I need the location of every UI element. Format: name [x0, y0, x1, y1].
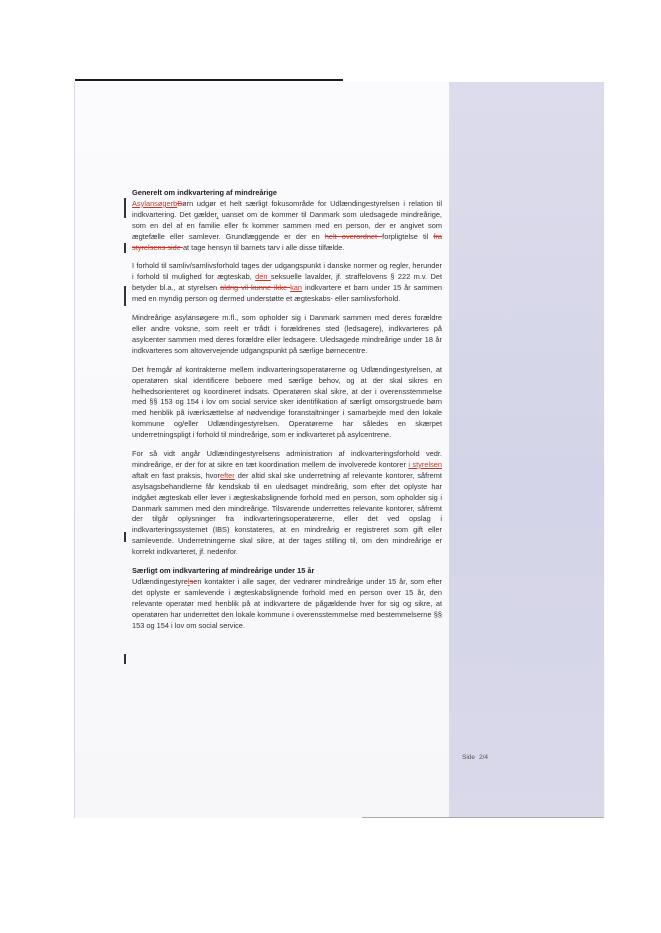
- text-run: forpligtelse til: [382, 231, 434, 241]
- paragraph: [132, 449, 442, 558]
- footer-rule: [362, 817, 604, 818]
- tracked-deletion: fra styrelsens side: [132, 231, 442, 252]
- text-run: indkvartere et barn under 15 år sammen med en myndig person og dermed understøtte et ægteskabs- eller samlivsforhold.: [132, 283, 442, 304]
- page-label: Side: [462, 754, 476, 761]
- tracked-insertion: Asylansøgerb: [132, 198, 178, 208]
- page-number: [462, 754, 492, 761]
- tracked-deletion: s: [189, 577, 194, 586]
- text-run: at tage hensyn til barnets tarv i alle disse tilfælde.: [182, 242, 345, 252]
- change-bar: [124, 243, 126, 253]
- tracked-deletion: ikke: [274, 283, 291, 293]
- tracked-insertion: l: [187, 577, 190, 586]
- section-heading: Generelt om indkvartering af mindreårige: [132, 188, 277, 197]
- text-run: For så vidt angår Udlændingestyrelsens administration af indkvarteringsforhold vedr. mindreårige, er der for at sikre en tæt koordination mellem de involverede kontorer: [132, 449, 442, 469]
- change-bar: [124, 286, 126, 306]
- text-run: en kontakter i alle sager, der vedrører mindreårige under 15 år, som efter det oplyste er samlevende i ægteskabslignende forhold med en person over 15 år, den relevante operatør med henblik på at indkvartere de pågældende hver for sig og sikre, at operatøren har underrettet den lokale kommune i overensstemmelse med bestemmelserne §§ 153 og 154 i lov om social service.: [132, 577, 442, 630]
- text-run: der altid skal ske underretning af relevante kontorer, såfremt asylsagsbehandlerne får kendskab til en uledsaget mindreårig, som efter det oplyste har indgået ægteskab eller lever i ægteskabslignende forhold med en person, som opholder sig i Danmark sammen med den mindreårige. Tilsvarende underrettes relevante kontorer, såfremt der tilgår oplysninger fra indkvarteringsoperatørerne, eller det ved opslag i indkvarteringssystemet (IBS) konstateres, at en mindreårig er registreret som gift eller samlevende. Underretningerne skal sikre, at der tages stilling til, om den mindreårige er korrekt indkvarteret, jf. nedenfor.: [132, 470, 442, 557]
- text-run: I forhold til samliv/samlivsforhold tages der udgangspunkt i danske normer og regler, herunder i forhold til mulighed for ægteskab,: [132, 261, 442, 282]
- paragraph: Det fremgår af kontrakterne mellem indkvarteringsoperatørerne og Udlændingestyrelsen, at operatøren skal identificere beboere med særlige behov, og at der skal sikres en helhedsorienteret og koordineret indsats. Operatøren skal sikre, at der i overensstemmelse med §§ 153 og 154 i lov om social service sker identifikation af særligt omsorgstruede børn med henblik på iværksættelse af nødvendige foranstaltninger i samarbejde med den lokale kommune og/eller Udlændingestyrelsen. Operatørerne har således en skærpet underretningspligt i forhold til mindreårige, som er indkvarteret på asylcentrene.: [132, 364, 442, 440]
- change-bar: [124, 532, 126, 542]
- text-run: uanset om de kommer til Danmark som uledsagede mindreårige, som en del af en familie eller fx kommer sammen med en person, der er angivet som ægtefælle eller samlever. Grundlæggende er der en: [132, 209, 442, 241]
- page-value: 2/4: [479, 754, 489, 761]
- change-bar: [124, 654, 126, 664]
- text-run: ørn udgør et helt særligt fokusområde for Udlændingestyrelsen i relation til indkvartering. Det gælder: [132, 198, 442, 219]
- tracked-deletion: B: [177, 198, 183, 208]
- paragraph: [132, 199, 442, 254]
- paragraph: [132, 261, 442, 305]
- document-body: [132, 188, 442, 640]
- comment-margin: [449, 82, 604, 818]
- text-run: seksuelle lavalder, jf. straffelovens § 222 m.v. Det betyder bl.a., at styrelsen: [132, 272, 442, 293]
- tracked-insertion: kan: [290, 283, 303, 293]
- tracked-insertion: efter: [219, 470, 235, 480]
- tracked-deletion: aldrig vil kunne: [220, 283, 275, 293]
- tracked-insertion: den: [255, 272, 271, 282]
- text-run: aftalt en fast praksis, hvor: [132, 470, 220, 480]
- tracked-deletion: helt overordnet: [324, 231, 383, 241]
- section-heading: Særligt om indkvartering af mindreårige under 15 år: [132, 566, 315, 576]
- paragraph: Mindreårige asylansøgere m.fl., som opholder sig i Danmark sammen med deres forældre eller andre voksne, som reelt er trådt i forældrenes sted (ledsagere), indkvarteres på asylcenter sammen med deres forældre eller ledsagere. Uledsagede mindreårige under 18 år indkvarteres som altovervejende udgangspunkt på særlige børnecentre.: [132, 313, 442, 355]
- tracked-insertion: i styrelsen: [408, 459, 442, 469]
- change-bar: [124, 198, 126, 218]
- tracked-insertion: ,: [216, 209, 219, 219]
- text-run: Udlændingestyre: [132, 577, 188, 586]
- header-rule: [75, 79, 343, 81]
- paragraph: [132, 577, 442, 632]
